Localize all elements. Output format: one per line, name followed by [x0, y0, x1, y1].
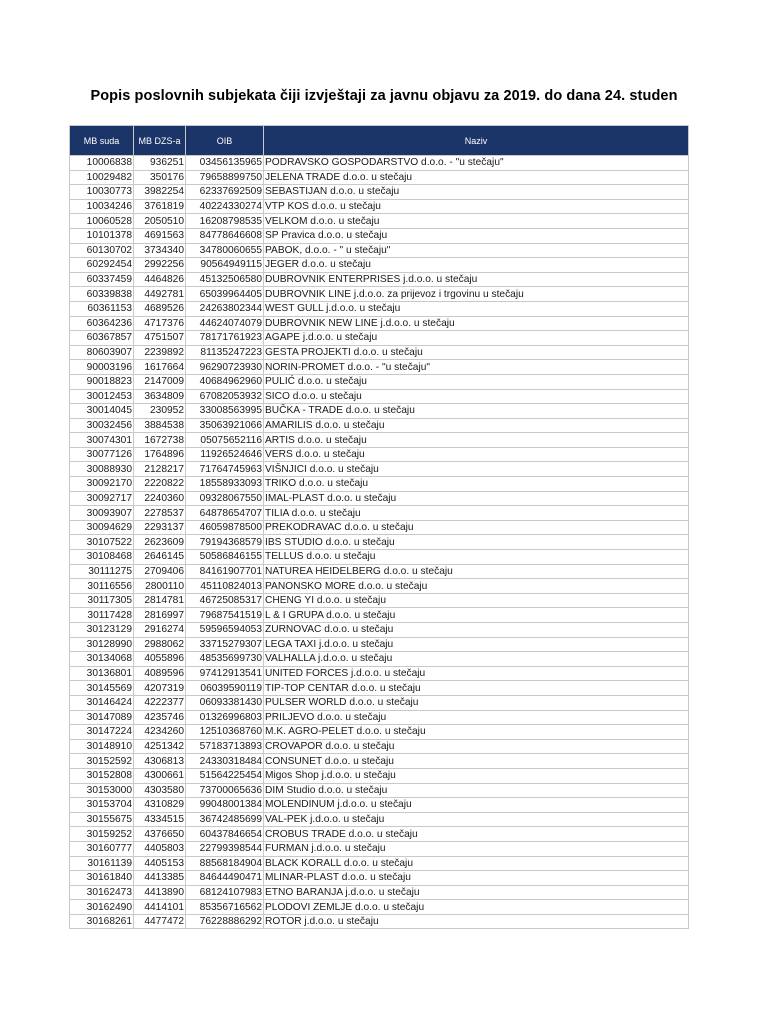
table-row [70, 374, 689, 389]
mb-suda-cell: 30092170 [70, 477, 134, 492]
table-row [70, 433, 689, 448]
mb-suda-cell: 10034246 [70, 199, 134, 214]
oib-cell: 16208798535 [186, 214, 264, 229]
table-row [70, 301, 689, 316]
mb-suda-cell: 10030773 [70, 185, 134, 200]
mb-suda-cell: 10101378 [70, 228, 134, 243]
table-row [70, 535, 689, 550]
naziv-cell: DUBROVNIK ENTERPRISES j.d.o.o. u stečaju [264, 272, 689, 287]
mb-suda-cell: 90003196 [70, 360, 134, 375]
mb-suda-cell: 30147089 [70, 710, 134, 725]
naziv-cell: AMARILIS d.o.o. u stečaju [264, 418, 689, 433]
naziv-cell: PANONSKO MORE d.o.o. u stečaju [264, 579, 689, 594]
table-row [70, 258, 689, 273]
oib-cell: 46059878500 [186, 520, 264, 535]
naziv-cell: CHENG YI d.o.o. u stečaju [264, 593, 689, 608]
table-row [70, 841, 689, 856]
mb-suda-cell: 60364236 [70, 316, 134, 331]
naziv-cell: VERS d.o.o. u stečaju [264, 447, 689, 462]
naziv-cell: M.K. AGRO-PELET d.o.o. u stečaju [264, 725, 689, 740]
table-row [70, 666, 689, 681]
mb-suda-cell: 30159252 [70, 827, 134, 842]
mb-suda-cell: 30092717 [70, 491, 134, 506]
naziv-cell: SICO d.o.o. u stečaju [264, 389, 689, 404]
mb-dzs-cell: 3634809 [134, 389, 186, 404]
table-row [70, 900, 689, 915]
naziv-cell: DUBROVNIK LINE j.d.o.o. za prijevoz i trgovinu u stečaju [264, 287, 689, 302]
oib-cell: 73700065636 [186, 783, 264, 798]
naziv-cell: DIM Studio d.o.o. u stečaju [264, 783, 689, 798]
naziv-cell: TRIKO d.o.o. u stečaju [264, 477, 689, 492]
table-row [70, 623, 689, 638]
companies-table [69, 125, 689, 929]
oib-cell: 84644490471 [186, 871, 264, 886]
mb-suda-cell: 30088930 [70, 462, 134, 477]
mb-dzs-cell: 1617664 [134, 360, 186, 375]
oib-cell: 97412913541 [186, 666, 264, 681]
oib-cell: 24263802344 [186, 301, 264, 316]
mb-dzs-cell: 4413385 [134, 871, 186, 886]
mb-suda-cell: 30123129 [70, 623, 134, 638]
naziv-cell: WEST GULL j.d.o.o. u stečaju [264, 301, 689, 316]
mb-dzs-cell: 4464826 [134, 272, 186, 287]
mb-suda-cell: 60292454 [70, 258, 134, 273]
naziv-cell: PULSER WORLD d.o.o. u stečaju [264, 695, 689, 710]
oib-cell: 03456135965 [186, 156, 264, 171]
table-header [70, 126, 689, 156]
table-row [70, 360, 689, 375]
table-row [70, 725, 689, 740]
mb-suda-cell: 10006838 [70, 156, 134, 171]
oib-cell: 68124107983 [186, 885, 264, 900]
oib-cell: 46725085317 [186, 593, 264, 608]
oib-cell: 76228886292 [186, 914, 264, 929]
mb-suda-cell: 30161840 [70, 871, 134, 886]
mb-suda-cell: 60337459 [70, 272, 134, 287]
table-row [70, 243, 689, 258]
naziv-cell: PODRAVSKO GOSPODARSTVO d.o.o. - "u stečaju" [264, 156, 689, 171]
oib-cell: 88568184904 [186, 856, 264, 871]
table-row [70, 608, 689, 623]
mb-dzs-cell: 4306813 [134, 754, 186, 769]
mb-dzs-cell: 4234260 [134, 725, 186, 740]
table-row [70, 389, 689, 404]
naziv-cell: ARTIS d.o.o. u stečaju [264, 433, 689, 448]
naziv-cell: Migos Shop j.d.o.o. u stečaju [264, 768, 689, 783]
oib-cell: 67082053932 [186, 389, 264, 404]
naziv-cell: VIŠNJICI d.o.o. u stečaju [264, 462, 689, 477]
table-row [70, 170, 689, 185]
oib-cell: 09328067550 [186, 491, 264, 506]
mb-suda-cell: 30111275 [70, 564, 134, 579]
oib-cell: 78171761923 [186, 331, 264, 346]
column-header-mb-dzs: MB DZS-a [134, 126, 186, 156]
naziv-cell: PABOK, d.o.o. - " u stečaju" [264, 243, 689, 258]
table-row [70, 345, 689, 360]
oib-cell: 90564949115 [186, 258, 264, 273]
table-row [70, 637, 689, 652]
oib-cell: 44624074079 [186, 316, 264, 331]
mb-dzs-cell: 2816997 [134, 608, 186, 623]
mb-dzs-cell: 2220822 [134, 477, 186, 492]
table-row [70, 652, 689, 667]
mb-dzs-cell: 2988062 [134, 637, 186, 652]
mb-suda-cell: 30152592 [70, 754, 134, 769]
table-row [70, 710, 689, 725]
mb-suda-cell: 30153000 [70, 783, 134, 798]
column-header-mb-suda: MB suda [70, 126, 134, 156]
mb-suda-cell: 30032456 [70, 418, 134, 433]
table-row [70, 550, 689, 565]
mb-suda-cell: 30077126 [70, 447, 134, 462]
naziv-cell: SP Pravica d.o.o. u stečaju [264, 228, 689, 243]
mb-suda-cell: 30160777 [70, 841, 134, 856]
oib-cell: 11926524646 [186, 447, 264, 462]
oib-cell: 60437846654 [186, 827, 264, 842]
mb-dzs-cell: 4222377 [134, 695, 186, 710]
oib-cell: 79658899750 [186, 170, 264, 185]
mb-suda-cell: 30145569 [70, 681, 134, 696]
naziv-cell: IMAL-PLAST d.o.o. u stečaju [264, 491, 689, 506]
oib-cell: 59596594053 [186, 623, 264, 638]
mb-suda-cell: 30128990 [70, 637, 134, 652]
mb-dzs-cell: 2239892 [134, 345, 186, 360]
naziv-cell: PRILJEVO d.o.o. u stečaju [264, 710, 689, 725]
table-row [70, 885, 689, 900]
table-row [70, 768, 689, 783]
naziv-cell: MLINAR-PLAST d.o.o. u stečaju [264, 871, 689, 886]
mb-dzs-cell: 4717376 [134, 316, 186, 331]
table-row [70, 856, 689, 871]
mb-dzs-cell: 2992256 [134, 258, 186, 273]
naziv-cell: L & I GRUPA d.o.o. u stečaju [264, 608, 689, 623]
naziv-cell: TIP-TOP CENTAR d.o.o. u stečaju [264, 681, 689, 696]
mb-dzs-cell: 2646145 [134, 550, 186, 565]
naziv-cell: ETNO BARANJA j.d.o.o. u stečaju [264, 885, 689, 900]
naziv-cell: MOLENDINUM j.d.o.o. u stečaju [264, 798, 689, 813]
mb-dzs-cell: 2278537 [134, 506, 186, 521]
table-row [70, 418, 689, 433]
mb-dzs-cell: 4689526 [134, 301, 186, 316]
oib-cell: 50586846155 [186, 550, 264, 565]
table-row [70, 199, 689, 214]
mb-dzs-cell: 4413890 [134, 885, 186, 900]
mb-dzs-cell: 4303580 [134, 783, 186, 798]
naziv-cell: TILIA d.o.o. u stečaju [264, 506, 689, 521]
naziv-cell: FURMAN j.d.o.o. u stečaju [264, 841, 689, 856]
table-row [70, 331, 689, 346]
table-row [70, 491, 689, 506]
table-row [70, 827, 689, 842]
oib-cell: 24330318484 [186, 754, 264, 769]
oib-cell: 40224330274 [186, 199, 264, 214]
oib-cell: 01326996803 [186, 710, 264, 725]
mb-suda-cell: 30146424 [70, 695, 134, 710]
naziv-cell: PREKODRAVAC d.o.o. u stečaju [264, 520, 689, 535]
oib-cell: 62337692509 [186, 185, 264, 200]
oib-cell: 33008563995 [186, 404, 264, 419]
naziv-cell: JEGER d.o.o. u stečaju [264, 258, 689, 273]
oib-cell: 12510368760 [186, 725, 264, 740]
naziv-cell: VALHALLA j.d.o.o. u stečaju [264, 652, 689, 667]
table-header-row [70, 126, 689, 156]
naziv-cell: ROTOR j.d.o.o. u stečaju [264, 914, 689, 929]
mb-dzs-cell: 2128217 [134, 462, 186, 477]
mb-suda-cell: 30014045 [70, 404, 134, 419]
naziv-cell: LEGA TAXI j.d.o.o. u stečaju [264, 637, 689, 652]
naziv-cell: BLACK KORALL d.o.o. u stečaju [264, 856, 689, 871]
mb-suda-cell: 30117428 [70, 608, 134, 623]
table-row [70, 447, 689, 462]
table-row [70, 228, 689, 243]
oib-cell: 65039964405 [186, 287, 264, 302]
mb-dzs-cell: 4207319 [134, 681, 186, 696]
oib-cell: 51564225454 [186, 768, 264, 783]
table-row [70, 287, 689, 302]
mb-suda-cell: 10060528 [70, 214, 134, 229]
table-row [70, 185, 689, 200]
mb-suda-cell: 80603907 [70, 345, 134, 360]
oib-cell: 79194368579 [186, 535, 264, 550]
mb-suda-cell: 30147224 [70, 725, 134, 740]
table-row [70, 754, 689, 769]
mb-dzs-cell: 4405803 [134, 841, 186, 856]
table-row [70, 695, 689, 710]
naziv-cell: TELLUS d.o.o. u stečaju [264, 550, 689, 565]
mb-dzs-cell: 3884538 [134, 418, 186, 433]
oib-cell: 40684962960 [186, 374, 264, 389]
table-row [70, 477, 689, 492]
mb-dzs-cell: 4310829 [134, 798, 186, 813]
mb-dzs-cell: 4235746 [134, 710, 186, 725]
mb-suda-cell: 30012453 [70, 389, 134, 404]
oib-cell: 06093381430 [186, 695, 264, 710]
oib-cell: 06039590119 [186, 681, 264, 696]
mb-suda-cell: 30161139 [70, 856, 134, 871]
naziv-cell: NORIN-PROMET d.o.o. - "u stečaju" [264, 360, 689, 375]
mb-suda-cell: 30117305 [70, 593, 134, 608]
naziv-cell: BUČKA - TRADE d.o.o. u stečaju [264, 404, 689, 419]
mb-suda-cell: 60361153 [70, 301, 134, 316]
mb-dzs-cell: 3982254 [134, 185, 186, 200]
table-row [70, 520, 689, 535]
mb-suda-cell: 30094629 [70, 520, 134, 535]
mb-suda-cell: 30162490 [70, 900, 134, 915]
oib-cell: 45110824013 [186, 579, 264, 594]
mb-dzs-cell: 4251342 [134, 739, 186, 754]
mb-dzs-cell: 4334515 [134, 812, 186, 827]
naziv-cell: AGAPE j.d.o.o. u stečaju [264, 331, 689, 346]
naziv-cell: SEBASTIJAN d.o.o. u stečaju [264, 185, 689, 200]
mb-dzs-cell: 936251 [134, 156, 186, 171]
table-row [70, 214, 689, 229]
table-row [70, 914, 689, 929]
mb-dzs-cell: 2240360 [134, 491, 186, 506]
naziv-cell: UNITED FORCES j.d.o.o. u stečaju [264, 666, 689, 681]
table-row [70, 462, 689, 477]
column-header-naziv: Naziv [264, 126, 689, 156]
mb-dzs-cell: 2147009 [134, 374, 186, 389]
table-row [70, 316, 689, 331]
oib-cell: 99048001384 [186, 798, 264, 813]
oib-cell: 64878654707 [186, 506, 264, 521]
mb-dzs-cell: 1764896 [134, 447, 186, 462]
oib-cell: 45132506580 [186, 272, 264, 287]
naziv-cell: PULIĆ d.o.o. u stečaju [264, 374, 689, 389]
oib-cell: 35063921066 [186, 418, 264, 433]
mb-suda-cell: 30136801 [70, 666, 134, 681]
mb-suda-cell: 30074301 [70, 433, 134, 448]
table-row [70, 156, 689, 171]
mb-dzs-cell: 4751507 [134, 331, 186, 346]
naziv-cell: CROBUS TRADE d.o.o. u stečaju [264, 827, 689, 842]
mb-dzs-cell: 2623609 [134, 535, 186, 550]
mb-dzs-cell: 2050510 [134, 214, 186, 229]
mb-dzs-cell: 4405153 [134, 856, 186, 871]
oib-cell: 84778646608 [186, 228, 264, 243]
mb-dzs-cell: 2814781 [134, 593, 186, 608]
oib-cell: 96290723930 [186, 360, 264, 375]
oib-cell: 34780060655 [186, 243, 264, 258]
table-row [70, 681, 689, 696]
mb-suda-cell: 30153704 [70, 798, 134, 813]
naziv-cell: PLODOVI ZEMLJE d.o.o. u stečaju [264, 900, 689, 915]
naziv-cell: JELENA TRADE d.o.o. u stečaju [264, 170, 689, 185]
mb-dzs-cell: 3734340 [134, 243, 186, 258]
column-header-oib: OIB [186, 126, 264, 156]
oib-cell: 79687541519 [186, 608, 264, 623]
oib-cell: 18558933093 [186, 477, 264, 492]
mb-dzs-cell: 4492781 [134, 287, 186, 302]
mb-dzs-cell: 4089596 [134, 666, 186, 681]
mb-dzs-cell: 1672738 [134, 433, 186, 448]
mb-suda-cell: 30155675 [70, 812, 134, 827]
mb-dzs-cell: 4414101 [134, 900, 186, 915]
table-row [70, 812, 689, 827]
mb-dzs-cell: 4477472 [134, 914, 186, 929]
table-row [70, 798, 689, 813]
naziv-cell: VTP KOS d.o.o. u stečaju [264, 199, 689, 214]
oib-cell: 36742485699 [186, 812, 264, 827]
table-row [70, 579, 689, 594]
mb-suda-cell: 30093907 [70, 506, 134, 521]
table-row [70, 783, 689, 798]
table-row [70, 593, 689, 608]
naziv-cell: CONSUNET d.o.o. u stečaju [264, 754, 689, 769]
mb-dzs-cell: 350176 [134, 170, 186, 185]
mb-dzs-cell: 4691563 [134, 228, 186, 243]
naziv-cell: NATUREA HEIDELBERG d.o.o. u stečaju [264, 564, 689, 579]
mb-suda-cell: 30134068 [70, 652, 134, 667]
table-row [70, 564, 689, 579]
oib-cell: 48535699730 [186, 652, 264, 667]
naziv-cell: GESTA PROJEKTI d.o.o. u stečaju [264, 345, 689, 360]
mb-suda-cell: 30162473 [70, 885, 134, 900]
table-body [70, 156, 689, 929]
mb-suda-cell: 30107522 [70, 535, 134, 550]
mb-dzs-cell: 2916274 [134, 623, 186, 638]
mb-dzs-cell: 4055896 [134, 652, 186, 667]
naziv-cell: ZURNOVAC d.o.o. u stečaju [264, 623, 689, 638]
table-row [70, 739, 689, 754]
mb-dzs-cell: 4376650 [134, 827, 186, 842]
mb-suda-cell: 30152808 [70, 768, 134, 783]
mb-dzs-cell: 2293137 [134, 520, 186, 535]
table-row [70, 272, 689, 287]
naziv-cell: VAL-PEK j.d.o.o. u stečaju [264, 812, 689, 827]
mb-suda-cell: 90018823 [70, 374, 134, 389]
oib-cell: 85356716562 [186, 900, 264, 915]
mb-suda-cell: 30108468 [70, 550, 134, 565]
mb-dzs-cell: 3761819 [134, 199, 186, 214]
mb-suda-cell: 10029482 [70, 170, 134, 185]
oib-cell: 05075652116 [186, 433, 264, 448]
mb-suda-cell: 60339838 [70, 287, 134, 302]
oib-cell: 81135247223 [186, 345, 264, 360]
oib-cell: 71764745963 [186, 462, 264, 477]
table-row [70, 871, 689, 886]
mb-suda-cell: 60130702 [70, 243, 134, 258]
mb-dzs-cell: 2709406 [134, 564, 186, 579]
table-row [70, 404, 689, 419]
naziv-cell: CROVAPOR d.o.o. u stečaju [264, 739, 689, 754]
oib-cell: 22799398544 [186, 841, 264, 856]
mb-suda-cell: 30116556 [70, 579, 134, 594]
mb-suda-cell: 30168261 [70, 914, 134, 929]
naziv-cell: VELKOM d.o.o. u stečaju [264, 214, 689, 229]
mb-dzs-cell: 230952 [134, 404, 186, 419]
mb-dzs-cell: 4300661 [134, 768, 186, 783]
naziv-cell: DUBROVNIK NEW LINE j.d.o.o. u stečaju [264, 316, 689, 331]
naziv-cell: IBS STUDIO d.o.o. u stečaju [264, 535, 689, 550]
oib-cell: 57183713893 [186, 739, 264, 754]
oib-cell: 33715279307 [186, 637, 264, 652]
oib-cell: 84161907701 [186, 564, 264, 579]
document-title: Popis poslovnih subjekata čiji izvještaji za javnu objavu za 2019. do dana 24. studen [90, 88, 678, 104]
table-row [70, 506, 689, 521]
mb-suda-cell: 60367857 [70, 331, 134, 346]
mb-suda-cell: 30148910 [70, 739, 134, 754]
mb-dzs-cell: 2800110 [134, 579, 186, 594]
